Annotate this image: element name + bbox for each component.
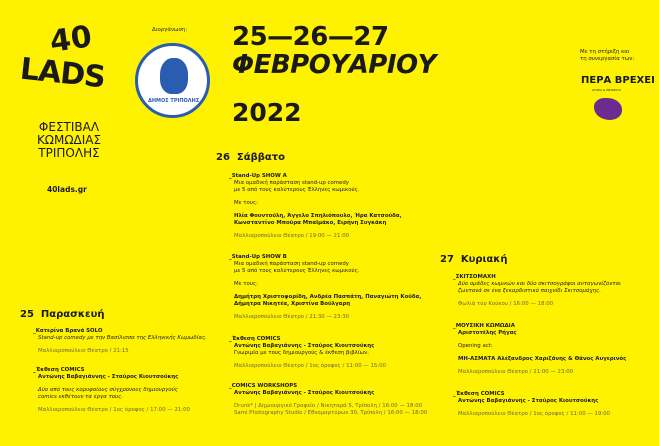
event-title: _ΜΟΥΣΙΚΗ ΚΩΜΩΔΙΑ — [453, 323, 515, 329]
event-desc: ζωντανά σε ένα ξεκαρδιστικό παιχνίδι Σκιτσομάχης. — [458, 288, 601, 294]
event-performers: Δημήτρη Χριστοφορίδη, Ανδρέα Πασπάτη, Παναγιώτη Κούδα, — [234, 294, 422, 300]
warrior-head-icon — [160, 58, 188, 94]
event-title: _Stand-Up SHOW A — [229, 173, 287, 179]
event-venue: Φωλιά του Κούκου / 16:00 — 18:00 — [458, 301, 554, 307]
event-venue: Μαλλιαροπούλειο Θέατρο / 1ος όροφος / 11:00 — 19:00 — [458, 411, 610, 417]
event-desc: Μια ομαδική παράσταση stand-up comedy — [234, 261, 349, 267]
seal-text: ΔΗΜΟΣ ΤΡΙΠΟΛΗΣ — [148, 98, 200, 104]
event-friday-solo — [33, 328, 207, 355]
event-performers: Δήμητρα Νικητέα, Χριστίνα Βούλγαρη — [234, 301, 351, 307]
event-desc: Μια ομαδική παράσταση stand-up comedy — [234, 180, 349, 186]
municipality-seal — [135, 43, 210, 118]
sponsors-label — [580, 49, 634, 63]
event-artists: Αριστοτέλης Ρήγας — [458, 330, 517, 336]
event-year: 2022 — [232, 98, 302, 127]
event-title: _Κατερίνα Βρανά SOLO — [33, 328, 103, 334]
event-desc: Δύο ομάδες κωμικών και δύο σκιτσογράφοι ανταγωνίζονται — [458, 281, 621, 287]
event-venue: Μαλλιαροπούλειο Θέατρο / 21:15 — [38, 348, 129, 354]
event-sunday-music-comedy — [453, 323, 627, 376]
sponsors-label-line: Με τη στήριξη και — [580, 49, 630, 55]
event-friday-comics — [33, 367, 190, 414]
event-title: _Έκθεση COMICS — [33, 367, 85, 373]
event-opening-act: ΜΗ-ΑΣΜΑΤΑ Αλέξανδρος Χαριζάνης & Θάνος Αυγερινός — [458, 356, 627, 362]
day-heading-friday: 25 Παρασκευή — [20, 309, 105, 320]
event-desc: Stand-up comedy με την Βασίλισσα της Ελληνικής Κωμωδίας. — [38, 335, 207, 341]
logo-letters: LADS — [18, 51, 107, 96]
event-opening-label: Opening act: — [458, 343, 493, 349]
event-saturday-show-b — [229, 254, 422, 321]
event-title: _Stand-Up SHOW B — [229, 254, 287, 260]
day-heading-sunday: 27 Κυριακή — [440, 254, 508, 265]
event-with-label: Με τους: — [234, 200, 258, 206]
event-saturday-workshops — [229, 383, 428, 417]
event-desc: Γνωριμία με τους δημιουργούς & έκθεση βιβλίων. — [234, 350, 369, 356]
event-desc: με 5 από τους καλύτερους Έλληνες κωμικούς. — [234, 187, 360, 193]
event-artists: Αντώνης Βαβαγιάννης - Σταύρος Κιουτσούκης — [234, 390, 375, 396]
event-performers: Ηλία Φουντούλη, Άγγελο Σπηλιόπουλο, Ήρα Κατσούδα, — [234, 213, 402, 219]
event-performers: Κωνσταντίνο Μπούρα Μπαϊμάκο, Ειρήνη Συγκάκη — [234, 220, 387, 226]
event-venue: Μαλλιαροπούλειο Θέατρο / 1ος όροφος / 11:00 — 15:00 — [234, 363, 386, 369]
festival-line: ΦΕΣΤΙΒΑΛ — [38, 120, 100, 134]
festival-name — [28, 121, 110, 160]
event-desc: Δύο από τους κορυφαίους σύγχρονους δημιουργούς — [38, 387, 178, 393]
festival-logo — [18, 19, 118, 107]
event-title: _ΣΚΙΤΣΟΜΑΧΗ — [453, 274, 496, 280]
event-days: 25—26—27 — [232, 22, 389, 52]
day-heading-saturday: 26 Σάββατο — [216, 152, 286, 163]
event-sunday-comics — [453, 391, 610, 418]
website-link[interactable]: 40lads.gr — [47, 185, 87, 194]
pera-vrexei-logo: ΠΕΡΑ ΒΡΕΧΕΙ — [581, 75, 655, 86]
event-desc: comics εκθέτουν τα έργα τους. — [38, 394, 124, 400]
event-venue: Drunk* | Δημιουργικό Γραφείο / Νικηταρά 5, Τρίπολη / 16:00 — 18:00 — [234, 403, 423, 409]
event-desc: με 5 από τους καλύτερους Έλληνες κωμικούς. — [234, 268, 360, 274]
logo-number: 40 — [47, 19, 94, 60]
event-artists: Αντώνης Βαβαγιάννης - Σταύρος Κιουτσούκης — [234, 343, 375, 349]
event-title: _COMICS WORKSHOPS — [229, 383, 298, 389]
event-saturday-show-a — [229, 173, 402, 240]
sponsors-label-line: τη συνεργασία των: — [580, 56, 635, 62]
event-with-label: Με τους: — [234, 281, 258, 287]
organizer-label: Διοργάνωση: — [152, 27, 188, 33]
event-venue: Μαλλιαροπούλειο Θέατρο / 19:00 — 21:00 — [234, 233, 350, 239]
event-saturday-comics — [229, 336, 386, 370]
event-month: ΦΕΒΡΟΥΑΡΙΟΥ — [232, 50, 436, 80]
event-title: _Έκθεση COMICS — [453, 391, 505, 397]
festival-line: ΚΩΜΩΔΙΑΣ — [36, 133, 102, 147]
event-sunday-skitsomaxi — [453, 274, 621, 308]
event-artists: Αντώνης Βαβαγιάννης - Σταύρος Κιουτσούκης — [38, 374, 179, 380]
sponsor-purple-logo — [594, 98, 622, 120]
event-venue: Μαλλιαροπούλειο Θέατρο / 21:30 — 23:30 — [234, 314, 350, 320]
event-venue: Μαλλιαροπούλειο Θέατρο / 21:00 — 23:00 — [458, 369, 574, 375]
event-venue: Μαλλιαροπούλειο Θέατρο / 1ος όροφος / 17:00 — 21:00 — [38, 407, 190, 413]
pera-vrexei-subtitle: ΑΓΟΡΑ & ΘΕΑΜΑΤΑ — [592, 88, 622, 92]
event-title: _Έκθεση COMICS — [229, 336, 281, 342]
event-venue: Sami Photography Studio / Εθνομαρτύρων 30, Τρίπολη / 16:00 — 18:00 — [234, 410, 428, 416]
event-artists: Αντώνης Βαβαγιάννης - Σταύρος Κιουτσούκης — [458, 398, 599, 404]
festival-line: ΤΡΙΠΟΛΗΣ — [38, 146, 100, 160]
